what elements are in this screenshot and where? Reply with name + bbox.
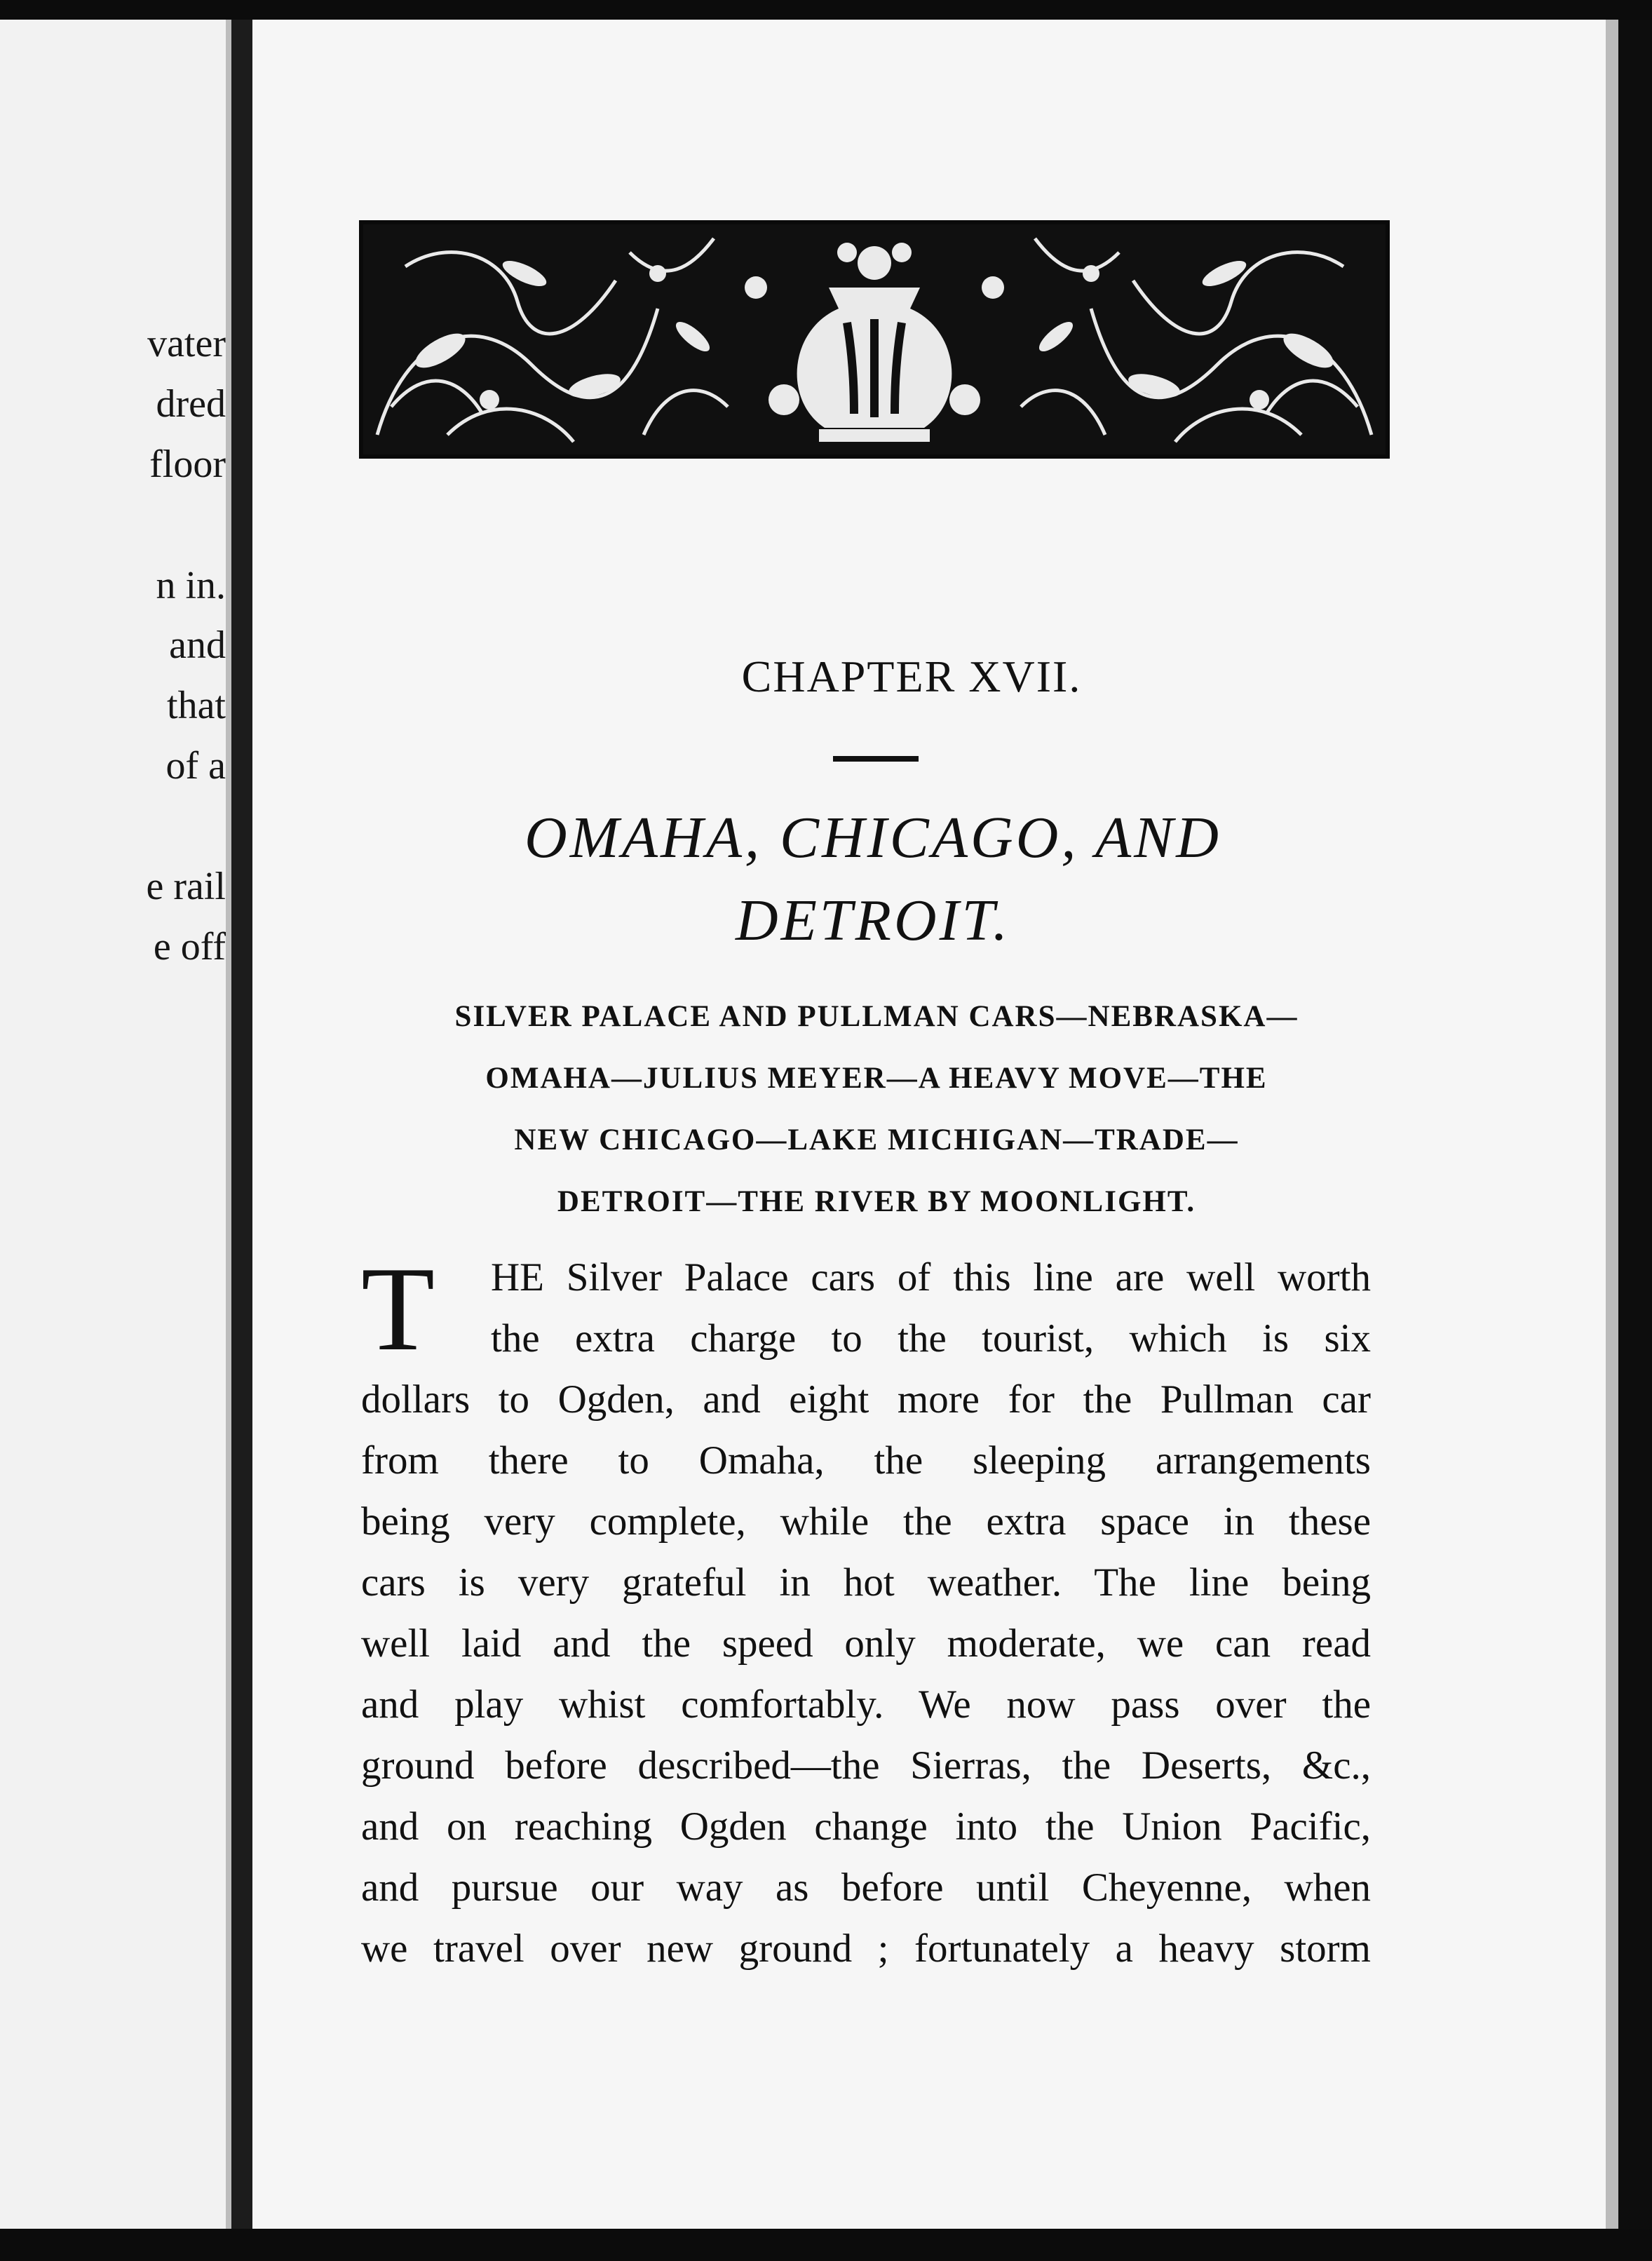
floral-vase-ornament-icon <box>363 224 1386 454</box>
book-gutter <box>231 20 252 2229</box>
text-line: and play whist comfortably. We now pass over the <box>361 1682 1371 1727</box>
scan-right-border <box>1618 20 1652 2261</box>
chapter-summary <box>393 986 1360 1233</box>
text-line: and on reaching Ogden change into the Union Pacific, <box>361 1804 1371 1849</box>
text-line: the extra charge to the tourist, which is six <box>491 1316 1371 1361</box>
page-edge <box>1606 20 1618 2229</box>
prev-line: e off <box>153 925 226 968</box>
text-line: cars is very grateful in hot weather. The line being <box>361 1560 1371 1605</box>
summary-line: NEW CHICAGO—LAKE MICHIGAN—TRADE— <box>514 1123 1239 1156</box>
text-line: from there to Omaha, the sleeping arrangements <box>361 1438 1371 1483</box>
chapter-title-line: DETROIT. <box>735 888 1011 953</box>
prev-line: and <box>169 623 226 667</box>
prev-line: floor <box>149 443 226 486</box>
text-line: well laid and the speed only moderate, we can read <box>361 1621 1371 1666</box>
prev-line: that <box>167 684 226 727</box>
summary-line: SILVER PALACE AND PULLMAN CARS—NEBRASKA— <box>454 1000 1299 1033</box>
prev-line: e rail <box>146 865 226 908</box>
text-line: and pursue our way as before until Cheyenne, when <box>361 1865 1371 1910</box>
chapter-rule-divider <box>833 756 919 762</box>
ornamental-headpiece <box>359 220 1390 459</box>
prev-line: dred <box>156 382 226 426</box>
scan-bottom-border <box>0 2229 1652 2261</box>
chapter-title-line: OMAHA, CHICAGO, AND <box>524 805 1221 870</box>
prev-line: n in. <box>156 564 226 607</box>
text-line: ground before described—the Sierras, the Deserts, &c., <box>361 1743 1371 1788</box>
previous-page-fragment <box>0 20 231 2229</box>
scan-top-border <box>0 0 1652 20</box>
drop-cap: T <box>361 1243 435 1376</box>
chapter-title <box>421 797 1325 962</box>
text-line: being very complete, while the extra space in these <box>361 1499 1371 1544</box>
summary-line: OMAHA—JULIUS MEYER—A HEAVY MOVE—THE <box>485 1062 1268 1095</box>
chapter-number: CHAPTER XVII. <box>741 652 1082 701</box>
text-line: HE Silver Palace cars of this line are well worth <box>491 1255 1371 1300</box>
text-line: dollars to Ogden, and eight more for the Pullman car <box>361 1377 1371 1422</box>
book-page <box>252 20 1606 2229</box>
summary-line: DETROIT—THE RIVER BY MOONLIGHT. <box>557 1185 1196 1218</box>
prev-line: of a <box>165 744 226 788</box>
prev-line: vater <box>147 322 226 365</box>
text-line: we travel over new ground ; fortunately a heavy storm <box>361 1926 1371 1971</box>
